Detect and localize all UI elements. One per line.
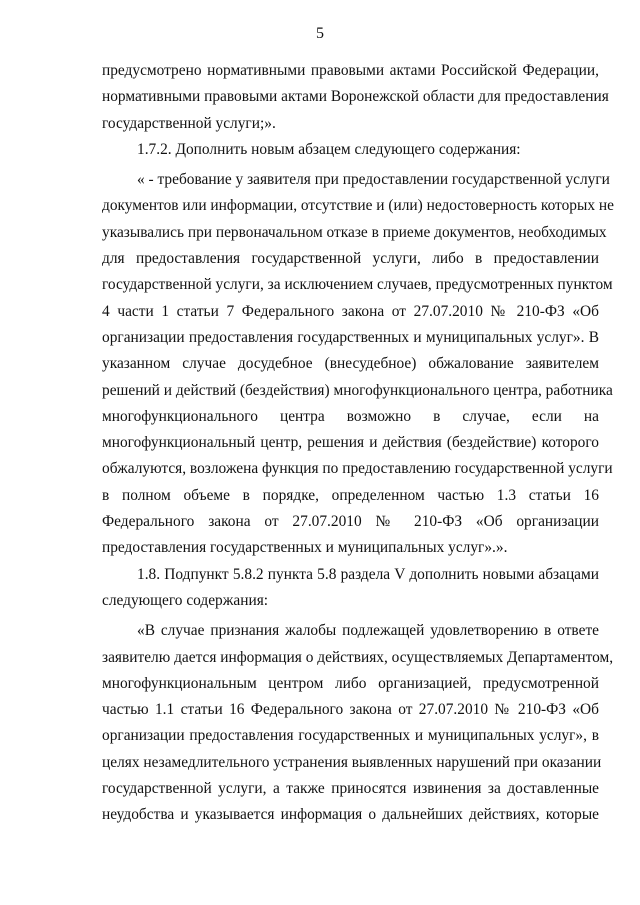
text-line: указанном случае досудебное (внесудебное) обжалование заявителем [102,355,599,373]
text-line: 1.7.2. Дополнить новым абзацем следующего содержания: [137,140,521,158]
text-line: государственной услуги, а также приносятся извинения за доставленные [102,780,599,798]
text-line: решений и действий (бездействия) многофункционального центра, работника [102,381,613,399]
text-line: 1.8. Подпункт 5.8.2 пункта 5.8 раздела V дополнить новыми абзацами [137,565,599,583]
text-line: «В случае признания жалобы подлежащей удовлетворению в ответе [137,622,599,640]
text-line: документов или информации, отсутствие и (или) недостоверность которых не [102,197,614,215]
text-line: следующего содержания: [102,591,269,609]
text-line: указывались при первоначальном отказе в приеме документов, необходимых [102,223,607,241]
text-line: частью 1.1 статьи 16 Федерального закона от 27.07.2010 № 210-ФЗ «Об [102,701,599,719]
text-line: в полном объеме в порядке, определенном частью 1.3 статьи 16 [102,486,599,504]
text-line: обжалуются, возложена функция по предоставлению государственной услуги [102,460,613,478]
text-line: 4 части 1 статьи 7 Федерального закона от 27.07.2010 № 210-ФЗ «Об [102,302,599,320]
page-number: 5 [316,25,324,42]
text-line: целях незамедлительного устранения выявленных нарушений при оказании [102,753,602,771]
text-line: заявителю дается информация о действиях, осуществляемых Департаментом, [102,648,614,666]
text-line: многофункциональным центром либо организацией, предусмотренной [102,674,599,692]
text-line: организации предоставления государственных и муниципальных услуг». В [102,328,599,346]
text-line: неудобства и указывается информация о дальнейших действиях, которые [102,806,599,824]
text-line: « - требование у заявителя при предоставлении государственной услуги [137,171,610,189]
text-line: Федерального закона от 27.07.2010 № 210-ФЗ «Об организации [102,513,599,531]
document-body [102,58,614,829]
text-line: предоставления государственных и муниципальных услуг».». [102,539,508,557]
text-line: многофункциональный центр, решения и действия (бездействие) которого [102,434,599,452]
text-line: государственной услуги;». [102,114,276,132]
text-line: нормативными правовыми актами Воронежской области для предоставления [102,88,609,106]
text-line: для предоставления государственной услуги, либо в предоставлении [102,250,599,268]
text-line: государственной услуги, за исключением случаев, предусмотренных пунктом [102,276,613,294]
text-line: многофункционального центра возможно в случае, если на [102,407,599,425]
text-line: организации предоставления государственных и муниципальных услуг», в [102,727,599,745]
text-line: предусмотрено нормативными правовыми актами Российской Федерации, [102,62,599,79]
